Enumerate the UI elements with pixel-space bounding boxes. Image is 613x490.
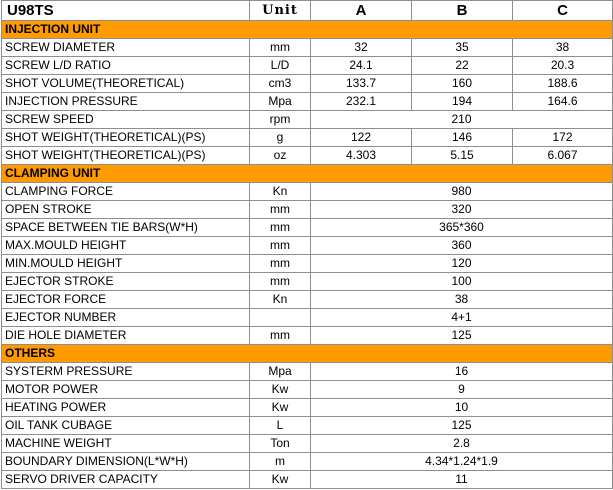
spec-value: 120 xyxy=(311,255,613,273)
spec-unit: L xyxy=(250,417,311,435)
spec-unit: Ton xyxy=(250,435,311,453)
spec-row xyxy=(2,255,613,273)
others-section-header xyxy=(2,345,613,363)
column-a-header: A xyxy=(311,1,412,21)
spec-unit: oz xyxy=(250,147,311,165)
section-title: CLAMPING UNIT xyxy=(2,165,250,183)
section-filler xyxy=(412,21,513,39)
section-filler xyxy=(250,165,311,183)
spec-label: OPEN STROKE xyxy=(2,201,250,219)
spec-row xyxy=(2,39,613,57)
spec-value: 10 xyxy=(311,399,613,417)
spec-row xyxy=(2,273,613,291)
spec-value: 11 xyxy=(311,471,613,489)
spec-unit: rpm xyxy=(250,111,311,129)
spec-row xyxy=(2,363,613,381)
section-filler xyxy=(311,345,412,363)
section-title: OTHERS xyxy=(2,345,250,363)
spec-unit: cm3 xyxy=(250,75,311,93)
spec-row xyxy=(2,435,613,453)
spec-value-a: 232.1 xyxy=(311,93,412,111)
spec-value: 365*360 xyxy=(311,219,613,237)
spec-value-c: 38 xyxy=(513,39,613,57)
spec-value-a: 24.1 xyxy=(311,57,412,75)
spec-unit: mm xyxy=(250,201,311,219)
spec-row xyxy=(2,417,613,435)
section-filler xyxy=(513,165,613,183)
spec-row xyxy=(2,111,613,129)
spec-value-a: 32 xyxy=(311,39,412,57)
spec-label: SHOT WEIGHT(THEORETICAL)(PS) xyxy=(2,147,250,165)
spec-value-c: 172 xyxy=(513,129,613,147)
spec-value-a: 133.7 xyxy=(311,75,412,93)
spec-value: 360 xyxy=(311,237,613,255)
clamping-unit-section-header xyxy=(2,165,613,183)
spec-value: 125 xyxy=(311,327,613,345)
spec-label: MIN.MOULD HEIGHT xyxy=(2,255,250,273)
spec-row xyxy=(2,309,613,327)
column-b-header: B xyxy=(412,1,513,21)
spec-value: 9 xyxy=(311,381,613,399)
spec-value: 125 xyxy=(311,417,613,435)
spec-table xyxy=(1,0,613,489)
spec-label: SERVO DRIVER CAPACITY xyxy=(2,471,250,489)
section-title: INJECTION UNIT xyxy=(2,21,250,39)
spec-value: 16 xyxy=(311,363,613,381)
spec-unit: Kw xyxy=(250,399,311,417)
spec-label: CLAMPING FORCE xyxy=(2,183,250,201)
spec-label: SCREW SPEED xyxy=(2,111,250,129)
spec-value-b: 35 xyxy=(412,39,513,57)
spec-label: SPACE BETWEEN TIE BARS(W*H) xyxy=(2,219,250,237)
column-c-header: C xyxy=(513,1,613,21)
spec-label: EJECTOR STROKE xyxy=(2,273,250,291)
spec-unit: m xyxy=(250,453,311,471)
section-filler xyxy=(250,21,311,39)
spec-row xyxy=(2,327,613,345)
section-filler xyxy=(412,345,513,363)
spec-label: SHOT WEIGHT(THEORETICAL)(PS) xyxy=(2,129,250,147)
spec-label: DIE HOLE DIAMETER xyxy=(2,327,250,345)
spec-row xyxy=(2,57,613,75)
spec-label: SCREW L/D RATIO xyxy=(2,57,250,75)
model-name: U98TS xyxy=(2,1,250,21)
spec-unit: mm xyxy=(250,219,311,237)
spec-unit: mm xyxy=(250,273,311,291)
spec-value: 980 xyxy=(311,183,613,201)
spec-value-a: 122 xyxy=(311,129,412,147)
spec-value: 210 xyxy=(311,111,613,129)
header-row xyxy=(2,1,613,21)
spec-value-b: 146 xyxy=(412,129,513,147)
spec-value-c: 188.6 xyxy=(513,75,613,93)
spec-label: EJECTOR FORCE xyxy=(2,291,250,309)
spec-unit: mm xyxy=(250,39,311,57)
spec-row xyxy=(2,381,613,399)
spec-value-b: 160 xyxy=(412,75,513,93)
spec-unit: mm xyxy=(250,237,311,255)
spec-label: SHOT VOLUME(THEORETICAL) xyxy=(2,75,250,93)
spec-label: MACHINE WEIGHT xyxy=(2,435,250,453)
spec-value: 100 xyxy=(311,273,613,291)
spec-unit: Kn xyxy=(250,183,311,201)
spec-unit: L/D xyxy=(250,57,311,75)
section-filler xyxy=(513,345,613,363)
spec-row xyxy=(2,219,613,237)
spec-value: 4.34*1.24*1.9 xyxy=(311,453,613,471)
spec-unit xyxy=(250,309,311,327)
spec-row xyxy=(2,129,613,147)
spec-unit: Mpa xyxy=(250,93,311,111)
spec-value: 4+1 xyxy=(311,309,613,327)
unit-column-header: Unit xyxy=(250,1,311,21)
spec-unit: mm xyxy=(250,255,311,273)
spec-label: BOUNDARY DIMENSION(L*W*H) xyxy=(2,453,250,471)
spec-value-c: 164.6 xyxy=(513,93,613,111)
spec-row xyxy=(2,453,613,471)
spec-value-c: 20.3 xyxy=(513,57,613,75)
spec-label: MOTOR POWER xyxy=(2,381,250,399)
section-filler xyxy=(250,345,311,363)
spec-unit: Kw xyxy=(250,471,311,489)
section-filler xyxy=(513,21,613,39)
injection-unit-section-header xyxy=(2,21,613,39)
spec-value: 320 xyxy=(311,201,613,219)
spec-row xyxy=(2,75,613,93)
spec-row xyxy=(2,291,613,309)
spec-unit: mm xyxy=(250,327,311,345)
spec-unit: Kw xyxy=(250,381,311,399)
spec-label: OIL TANK CUBAGE xyxy=(2,417,250,435)
spec-value-b: 5.15 xyxy=(412,147,513,165)
spec-value-c: 6.067 xyxy=(513,147,613,165)
spec-value-b: 22 xyxy=(412,57,513,75)
spec-label: HEATING POWER xyxy=(2,399,250,417)
spec-row xyxy=(2,93,613,111)
spec-value-a: 4.303 xyxy=(311,147,412,165)
spec-value-b: 194 xyxy=(412,93,513,111)
spec-row xyxy=(2,147,613,165)
spec-row xyxy=(2,201,613,219)
spec-label: INJECTION PRESSURE xyxy=(2,93,250,111)
spec-table-body xyxy=(2,1,613,489)
spec-value: 38 xyxy=(311,291,613,309)
spec-label: SCREW DIAMETER xyxy=(2,39,250,57)
spec-unit: Kn xyxy=(250,291,311,309)
spec-row xyxy=(2,471,613,489)
spec-label: MAX.MOULD HEIGHT xyxy=(2,237,250,255)
spec-unit: g xyxy=(250,129,311,147)
spec-label: EJECTOR NUMBER xyxy=(2,309,250,327)
spec-unit: Mpa xyxy=(250,363,311,381)
spec-label: SYSTERM PRESSURE xyxy=(2,363,250,381)
spec-row xyxy=(2,399,613,417)
section-filler xyxy=(412,165,513,183)
spec-row xyxy=(2,183,613,201)
spec-row xyxy=(2,237,613,255)
section-filler xyxy=(311,165,412,183)
spec-value: 2.8 xyxy=(311,435,613,453)
section-filler xyxy=(311,21,412,39)
